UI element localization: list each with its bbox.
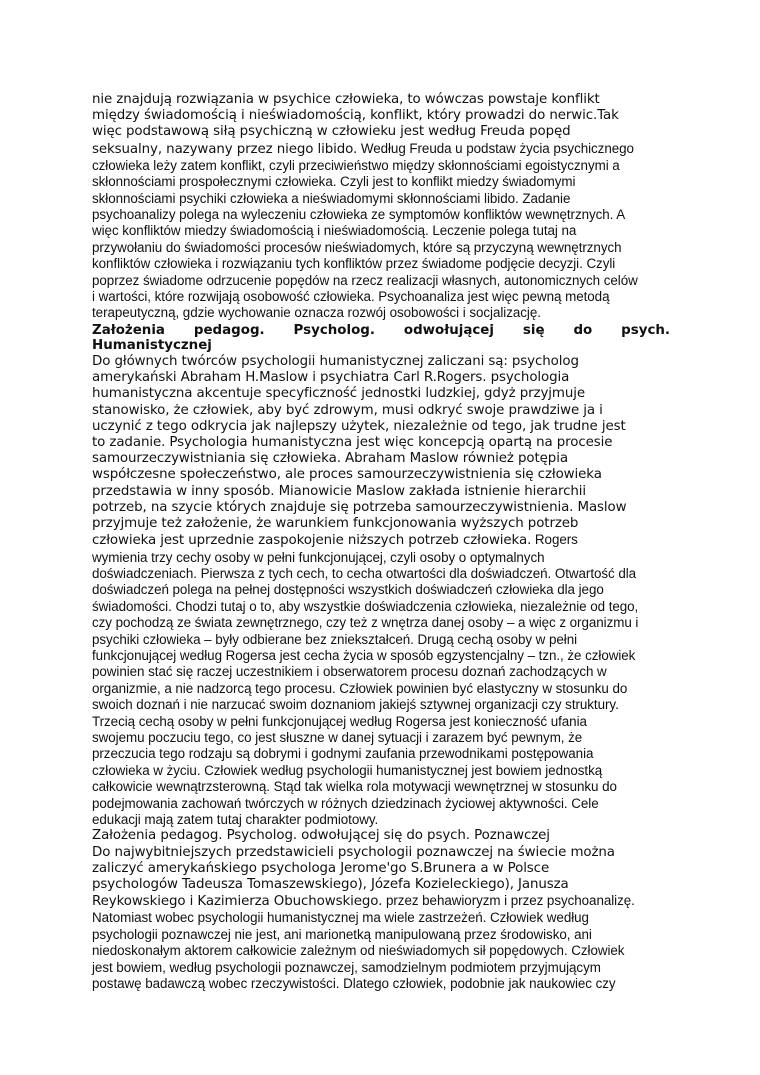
- text-run: potrzeb, na szycie których znajduje się potrzeba samourzeczywistnienia. Maslow: [92, 499, 627, 515]
- text-run: wymienia trzy cechy osoby w pełni funkcjonującej, czyli osoby o optymalnych: [92, 549, 545, 565]
- text-run: doświadczeniach. Pierwsza z tych cech, to cecha otwartości dla doświadczeń. Otwartość dla: [92, 565, 637, 581]
- psychoanalysis-line: [92, 256, 670, 272]
- humanistic-line: [92, 697, 670, 713]
- text-run: niedoskonałym aktorem całkowicie zależnym od nieświadomych sił popędowych. Człowiek: [92, 943, 625, 959]
- humanistic-line: [92, 632, 670, 648]
- text-run: konfliktów człowieka i rozwiązaniu tych konfliktów przez świadome podjęcie decyzji. Czyli: [92, 256, 616, 272]
- paragraph-humanistic: [92, 354, 670, 828]
- text-run: amerykański Abraham H.Maslow i psychiatra Carl R.Rogers. psychologia: [92, 370, 570, 386]
- psychoanalysis-line: [92, 92, 670, 108]
- humanistic-line: [92, 370, 670, 386]
- text-run: stanowisko, że człowiek, aby być zdrowym, musi odkryć swoje prawdziwe ja i: [92, 402, 603, 418]
- text-run: przeczucia tego rodzaju są dobrymi i godnymi zaufania przewodnikami postępowania: [92, 746, 594, 762]
- text-run: swoich doznań i nie narzucać swoim doznaniom jakiejś sztywnej organizacji czy struktury.: [92, 697, 619, 713]
- paragraph-cognitive: [92, 845, 670, 993]
- humanistic-line: [92, 354, 670, 370]
- humanistic-line: [92, 516, 670, 532]
- text-run: skłonnościami psychiki człowieka a nieświadomymi skłonnościami libido. Zadanie: [92, 190, 571, 206]
- text-run: swojemu poczuciu tego, co jest słuszne w danej sytuacji i zarazem być pewnym, że: [92, 729, 583, 745]
- text-run: więc konfliktów miedzy świadomością i nieświadomością. Leczenie polega tutaj na: [92, 223, 577, 239]
- text-run: świadomości. Chodzi tutaj o to, aby wszystkie doświadczenia człowieka, niezależnie od tego,: [92, 598, 639, 614]
- text-run: humanistyczna akcentuje specyficzność jednostki ludzkiej, gdyż przyjmuje: [92, 386, 585, 402]
- humanistic-line: [92, 796, 670, 812]
- psychoanalysis-line: [92, 174, 670, 190]
- text-run: Do najwybitniejszych przedstawicieli psychologii poznawczej na świecie można: [92, 844, 615, 860]
- text-run: psychoanalizy polega na wyleczeniu człowieka ze symptomów konfliktów wewnętrznych. A: [92, 207, 626, 223]
- text-run: Reykowskiego i Kazimierza Obuchowskiego.: [92, 894, 383, 910]
- humanistic-line: [92, 435, 670, 451]
- humanistic-line: [92, 566, 670, 582]
- text-run: Natomiast wobec psychologii humanistycznej ma wiele zastrzeżeń. Człowiek według: [92, 910, 589, 926]
- text-run: psychiki człowieka – były odbierane bez zniekształceń. Drugą cechą osoby w pełni: [92, 631, 578, 647]
- text-run: seksualny, nazywany przez niego libido.: [92, 141, 358, 157]
- text-run-tail: przez behawioryzm i przez psychoanalizę.: [382, 893, 635, 909]
- heading-cognitive: Założenia pedagog. Psycholog. odwołującej się do psych. Poznawczej: [92, 828, 550, 844]
- psychoanalysis-line: [92, 289, 670, 305]
- text-run: edukacji mają zatem tutaj charakter podmiotowy.: [92, 812, 379, 827]
- text-run: organizmie, a nie nadzorcą tego procesu. Człowiek powinien być elastyczny w stosunku do: [92, 680, 628, 696]
- text-run: człowieka leży zatem konflikt, czyli przeciwieństwo między skłonnościami egoistycznymi a: [92, 157, 620, 173]
- psychoanalysis-line: [92, 223, 670, 239]
- paragraph-psychoanalysis: [92, 92, 670, 322]
- humanistic-line: [92, 714, 670, 730]
- text-run: funkcjonującej według Rogersa jest cecha życia w sposób egzystencjalny – tzn., że człowiek: [92, 647, 636, 663]
- psychoanalysis-line: [92, 207, 670, 223]
- cognitive-line: [92, 845, 670, 861]
- cognitive-line: [92, 877, 670, 893]
- cognitive-line: [92, 893, 670, 910]
- humanistic-line: [92, 403, 670, 419]
- humanistic-line: [92, 500, 670, 516]
- heading-humanistic-line-1: Założenia pedagog. Psycholog. odwołującej się do psych.: [92, 322, 670, 338]
- humanistic-line: [92, 599, 670, 615]
- psychoanalysis-line: [92, 108, 670, 124]
- humanistic-line: [92, 648, 670, 664]
- psychoanalysis-line: [92, 273, 670, 289]
- cognitive-line: [92, 927, 670, 943]
- humanistic-line: [92, 664, 670, 680]
- text-run: doświadczeń polega na pełnej dostępności wszystkich doświadczeń człowieka dla jego: [92, 582, 604, 598]
- psychoanalysis-line: [92, 158, 670, 174]
- psychoanalysis-line: [92, 124, 670, 140]
- humanistic-line: [92, 582, 670, 598]
- heading-humanistic-line-2: Humanistycznej: [92, 338, 212, 354]
- psychoanalysis-line: [92, 141, 670, 158]
- humanistic-line: [92, 532, 670, 549]
- document-page: [92, 92, 670, 992]
- text-run: postawę badawczą wobec rzeczywistości. Dlatego człowiek, podobnie jak naukowiec czy: [92, 976, 616, 992]
- cognitive-line: [92, 861, 670, 877]
- text-run: czy pochodzą ze świata zewnętrznego, czy też z wnętrza danej osoby – a więc z organizmu i: [92, 615, 639, 631]
- text-run: między świadomością i nieświadomością, konflikt, który prowadzi do nerwic.Tak: [92, 108, 619, 124]
- text-run: współczesne społeczeństwo, ale proces samourzeczywistnienia się człowieka: [92, 467, 602, 483]
- text-run: jest bowiem, według psychologii poznawczej, samodzielnym podmiotem przyjmującym: [92, 959, 601, 975]
- text-run-tail: Rogers: [531, 532, 578, 548]
- text-run: przyjmuje też założenie, że warunkiem funkcjonowania wyższych potrzeb: [92, 516, 579, 532]
- text-run: człowieka jest uprzednie zaspokojenie niższych potrzeb człowieka.: [92, 533, 532, 549]
- humanistic-line: [92, 419, 670, 435]
- cognitive-line: [92, 910, 670, 926]
- humanistic-line: [92, 746, 670, 762]
- humanistic-line: [92, 550, 670, 566]
- cognitive-line: [92, 943, 670, 959]
- humanistic-line: [92, 615, 670, 631]
- cognitive-line: [92, 976, 670, 992]
- humanistic-line: [92, 763, 670, 779]
- psychoanalysis-line: [92, 240, 670, 256]
- text-run: powinien stać się raczej uczestnikiem i obserwatorem procesu doznań zachodzących w: [92, 664, 607, 680]
- text-run: Do głównych twórców psychologii humanistycznej zaliczani są: psycholog: [92, 354, 579, 370]
- cognitive-line: [92, 960, 670, 976]
- psychoanalysis-line: [92, 305, 670, 321]
- text-run: przedstawia w inny sposób. Mianowicie Maslow zakłada istnienie hierarchii: [92, 483, 586, 499]
- humanistic-line: [92, 484, 670, 500]
- text-run: poprzez świadome odrzucenie popędów na rzecz realizacji własnych, autonomicznych celów: [92, 272, 638, 288]
- text-run: uczynić z tego odkrycia jak najlepszy użytek, niezależnie od tego, jak trudne jest: [92, 418, 626, 434]
- text-run: Trzecią cechą osoby w pełni funkcjonującej według Rogersa jest konieczność ufania: [92, 713, 587, 729]
- humanistic-line: [92, 730, 670, 746]
- humanistic-line: [92, 681, 670, 697]
- humanistic-line: [92, 779, 670, 795]
- text-run-tail: Według Freuda u podstaw życia psychicznego: [357, 140, 634, 156]
- text-run: przywołaniu do świadomości procesów nieświadomych, które są przyczyną wewnętrznych: [92, 239, 622, 255]
- text-run: całkowicie wewnątrzsterowną. Stąd tak wielka rola motywacji wewnętrznej w stosunku do: [92, 779, 617, 795]
- text-run: skłonnościami prospołecznymi człowieka. Czyli jest to konflikt miedzy świadomymi: [92, 174, 576, 190]
- humanistic-line: [92, 386, 670, 402]
- psychoanalysis-line: [92, 191, 670, 207]
- text-run: nie znajdują rozwiązania w psychice człowieka, to wówczas powstaje konflikt: [92, 92, 600, 107]
- text-run: samourzeczywistniania się człowieka. Abraham Maslow również potępia: [92, 451, 568, 467]
- humanistic-line: [92, 812, 670, 828]
- text-run: człowieka w życiu. Człowiek według psychologii humanistycznej jest bowiem jednostką: [92, 762, 603, 778]
- text-run: terapeutyczną, gdzie wychowanie oznacza rozwój osobowości i socjalizację.: [92, 305, 541, 321]
- text-run: psychologii poznawczej nie jest, ani marionetką manipulowaną przez środowisko, ani: [92, 926, 592, 942]
- humanistic-line: [92, 467, 670, 483]
- text-run: podejmowania zachowań twórczych w różnych dziedzinach życiowej aktywności. Cele: [92, 795, 599, 811]
- text-run: więc podstawową siłą psychiczną w człowieku jest według Freuda popęd: [92, 124, 571, 140]
- humanistic-line: [92, 451, 670, 467]
- heading-humanistic: [92, 323, 670, 354]
- text-run: to zadanie. Psychologia humanistyczna jest więc koncepcją opartą na procesie: [92, 435, 613, 451]
- text-run: psychologów Tadeusza Tomaszewskiego), Józefa Kozieleckiego), Janusza: [92, 877, 569, 893]
- text-run: i wartości, które rozwijają osobowość człowieka. Psychoanaliza jest więc pewną metodą: [92, 289, 610, 305]
- text-run: zaliczyć amerykańskiego psychologa Jerome'go S.Brunera a w Polsce: [92, 860, 550, 876]
